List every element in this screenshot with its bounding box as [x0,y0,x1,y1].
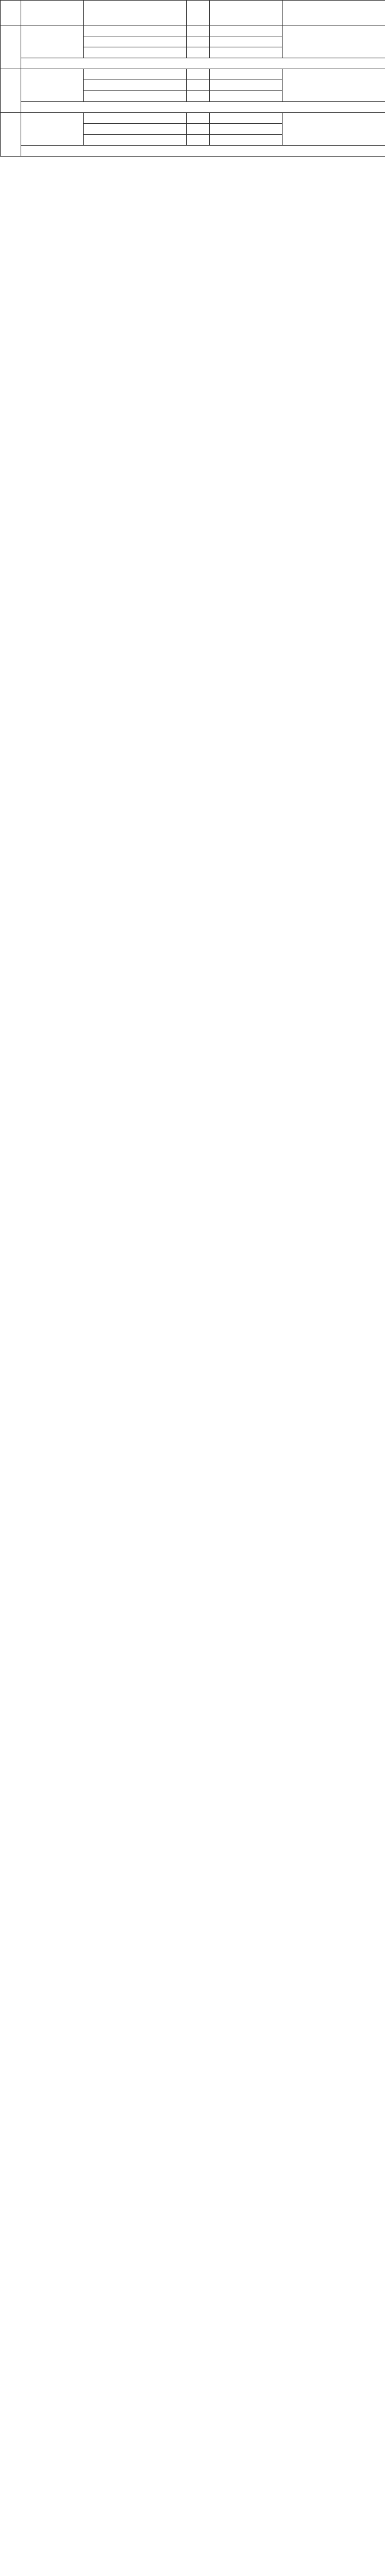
job-title [84,135,187,146]
recruitment-table [0,0,385,157]
address-row [1,102,385,113]
job-title [84,36,187,47]
company-name [21,69,84,102]
company-contact [283,69,385,102]
job-salary [210,80,283,91]
address-row [1,58,385,69]
job-salary [210,47,283,58]
company-name [21,113,84,146]
job-count [187,124,210,135]
job-title [84,91,187,102]
company-address [21,58,385,69]
seq-header [1,1,21,25]
company-contact [283,25,385,58]
job-count [187,113,210,124]
job-title [84,69,187,80]
job-salary [210,25,283,36]
address-row [1,146,385,157]
job-count [187,47,210,58]
job-salary [210,36,283,47]
company-address [21,146,385,157]
job-count [187,36,210,47]
company-header [21,1,84,25]
job-count [187,80,210,91]
job-title [84,47,187,58]
company-contact [283,113,385,146]
contact-header [283,1,385,25]
table-header-row [1,1,385,25]
company-seq [1,69,21,113]
job-salary [210,91,283,102]
job-title [84,124,187,135]
job-row [1,69,385,80]
company-seq [1,25,21,69]
position-header [84,1,187,25]
job-title [84,25,187,36]
job-row [1,25,385,36]
job-count [187,25,210,36]
job-count [187,91,210,102]
company-name [21,25,84,58]
company-seq [1,113,21,157]
job-salary [210,113,283,124]
job-salary [210,124,283,135]
job-title [84,80,187,91]
job-row [1,113,385,124]
job-salary [210,135,283,146]
job-title [84,113,187,124]
job-count [187,135,210,146]
table-body [1,25,385,157]
count-header [187,1,210,25]
company-address [21,102,385,113]
salary-header [210,1,283,25]
job-salary [210,69,283,80]
job-count [187,69,210,80]
